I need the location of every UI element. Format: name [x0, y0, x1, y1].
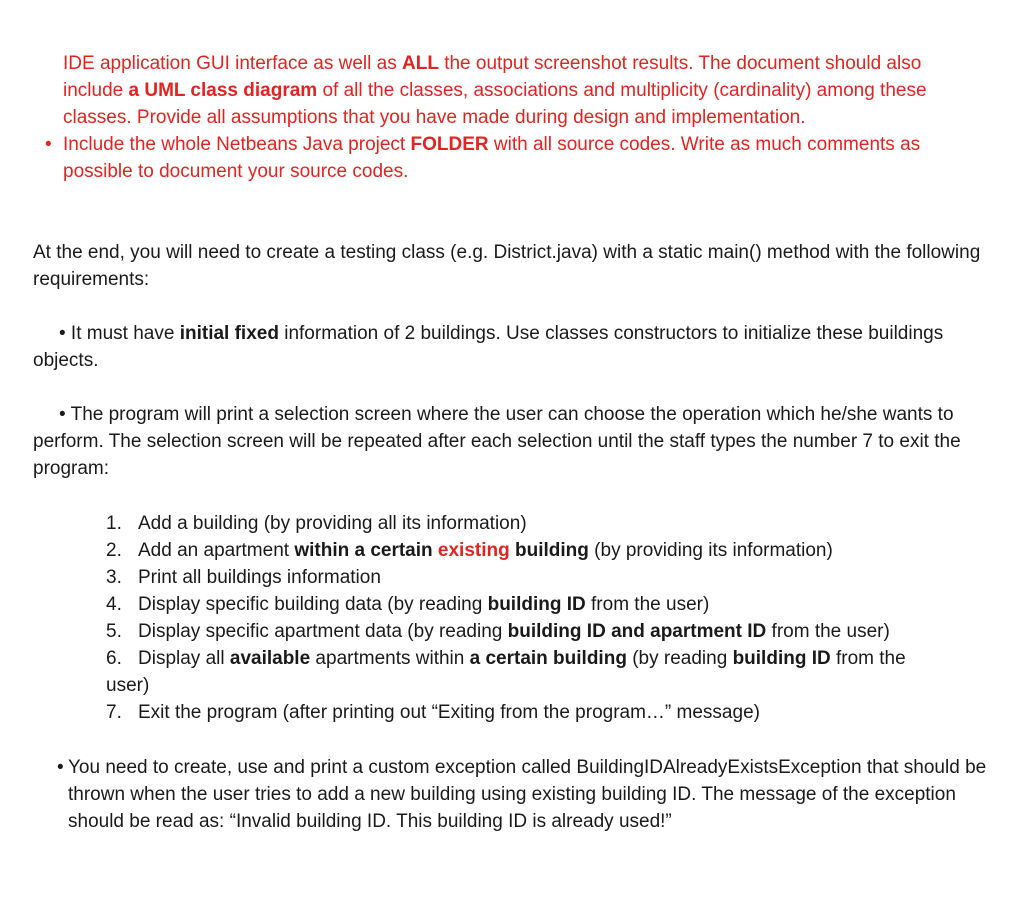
text: include [63, 80, 129, 101]
red-line-2 [63, 77, 983, 104]
red-line-1 [63, 50, 983, 77]
text: Add an apartment [138, 540, 295, 561]
text: from the user) [766, 621, 890, 642]
text: 5. [106, 621, 122, 642]
text: 1. [106, 513, 122, 534]
bullet-icon: • [59, 404, 66, 425]
text: IDE application GUI interface as well as [63, 53, 402, 74]
text: Add a building (by providing all its information) [138, 513, 527, 534]
bullet-icon: • [59, 323, 66, 344]
text: information of 2 buildings. Use classes constructors to initialize these buildings objects. [33, 323, 944, 371]
exception-requirement [57, 754, 987, 835]
text: You need to create, use and print a custom exception called BuildingIDAlreadyExistsException that should be thrown when the user tries to add a new building using existing building ID. The message of the exception should be read as: “Invalid building ID. This building ID is already used!” [68, 757, 987, 832]
bold-text: available [229, 648, 311, 669]
text: 7. [106, 702, 122, 723]
red-bullet-line-2: possible to document your source codes. [63, 161, 409, 182]
bold-text: building [509, 540, 589, 561]
list-item [106, 564, 976, 591]
bold-text: building ID and apartment ID [507, 621, 767, 642]
text: of all the classes, associations and multiplicity (cardinality) among these [317, 80, 927, 101]
text: apartments within [310, 648, 470, 669]
red-line-3: classes. Provide all assumptions that you have made during design and implementation. [63, 107, 806, 128]
list-cont: user) [106, 675, 150, 696]
bold-text: a certain building [469, 648, 627, 669]
text: 4. [106, 594, 122, 615]
bold-text: FOLDER [410, 134, 489, 155]
intro-paragraph: At the end, you will need to create a testing class (e.g. District.java) with a static main() method with the following requirements: [33, 242, 981, 290]
bullet-icon: • [45, 134, 52, 155]
bold-text: building ID [732, 648, 831, 669]
text: Display all [138, 648, 230, 669]
text: 3. [106, 567, 122, 588]
list-item [106, 618, 976, 645]
bold-text: building ID [487, 594, 586, 615]
text: with all source codes. Write as much comments as [488, 134, 921, 155]
bold-text: a UML class diagram [128, 80, 318, 101]
text: The program will print a selection screen where the user can choose the operation which he/she wants to perform. The selection screen will be repeated after each selection until the staff types the number 7 to exit the program: [33, 404, 961, 479]
text: 2. [106, 540, 122, 561]
text: Print all buildings information [138, 567, 381, 588]
bold-text: initial fixed [179, 323, 279, 344]
text: (by providing its information) [588, 540, 833, 561]
list-item [106, 537, 976, 564]
text: from the [830, 648, 906, 669]
bullet-icon: • [57, 757, 64, 778]
list-item [106, 591, 976, 618]
text: Include the whole Netbeans Java project [63, 134, 411, 155]
text: Display specific apartment data (by reading [138, 621, 508, 642]
requirement-initial-buildings [33, 320, 993, 374]
text: the output screenshot results. The document should also [438, 53, 922, 74]
red-bullet-item [45, 131, 983, 158]
text: It must have [65, 323, 180, 344]
last-row [57, 754, 987, 835]
highlighted-word: existing [437, 540, 510, 561]
requirement-selection-screen [33, 401, 993, 482]
list-item [106, 645, 976, 699]
menu-options-list [106, 510, 976, 726]
bold-text: ALL [402, 53, 439, 74]
text: Exit the program (after printing out “Exiting from the program…” message) [138, 702, 760, 723]
text: 6. [106, 648, 122, 669]
text: (by reading [626, 648, 733, 669]
text: Display specific building data (by reading [138, 594, 488, 615]
list-item [106, 699, 976, 726]
list-item [106, 510, 976, 537]
text: from the user) [585, 594, 710, 615]
requirements-red-section [45, 50, 983, 185]
bold-text: within a certain [294, 540, 438, 561]
